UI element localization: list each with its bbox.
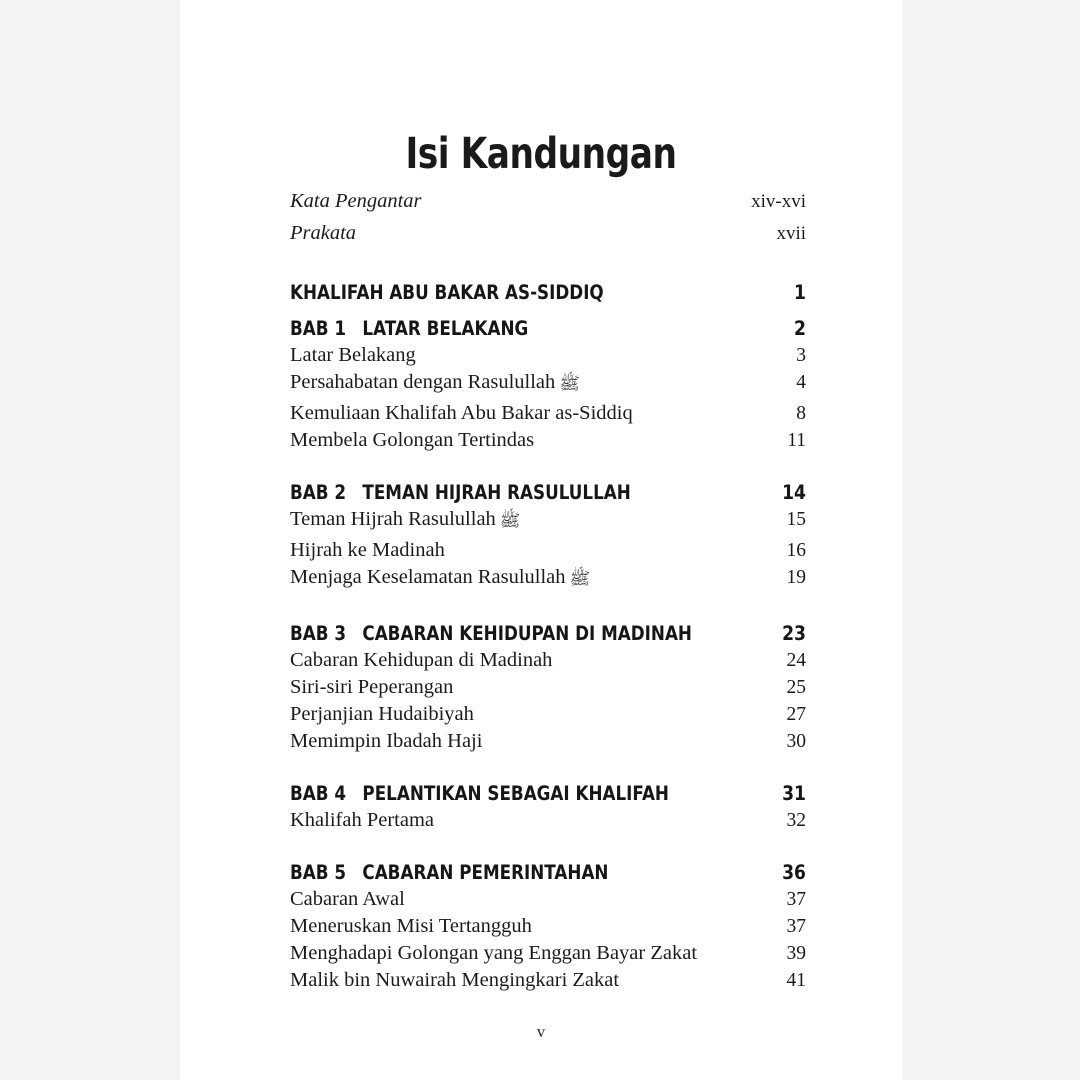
toc-entry-text: Malik bin Nuwairah Mengingkari Zakat — [290, 969, 620, 991]
toc-entry-page: 27 — [786, 704, 806, 725]
toc-entry-label — [290, 915, 532, 938]
toc-entry-label — [290, 539, 445, 562]
toc-entry-page: 11 — [787, 430, 806, 451]
sallallahu-ornament-icon: ﷺ — [569, 569, 591, 588]
chapter-heading-row[interactable] — [290, 317, 806, 340]
part-title-page: 1 — [794, 281, 806, 304]
toc-entry-row[interactable] — [290, 649, 806, 672]
chapter-group — [290, 481, 806, 593]
chapter-title: PELANTIKAN SEBAGAI KHALIFAH — [362, 782, 669, 805]
chapter-group — [290, 622, 806, 753]
toc-entry-row[interactable] — [290, 371, 806, 398]
frontmatter-page: xiv-xvi — [751, 191, 806, 212]
chapter-number: BAB 1 — [290, 317, 347, 340]
toc-entry-label — [290, 809, 434, 832]
chapter-number: BAB 2 — [290, 481, 347, 504]
chapter-heading-label — [290, 782, 669, 805]
toc-entry-page: 16 — [786, 540, 806, 561]
chapter-page: 14 — [782, 481, 806, 504]
toc-entry-label — [290, 730, 482, 753]
toc-entry-text: Persahabatan dengan Rasulullah — [290, 371, 556, 393]
frontmatter-label: Prakata — [290, 222, 357, 244]
chapter-group — [290, 861, 806, 992]
toc-entry-text: Meneruskan Misi Tertangguh — [290, 915, 532, 937]
toc-entry-label — [290, 676, 453, 699]
toc-entry-page: 39 — [786, 943, 806, 964]
toc-entry-label — [290, 969, 619, 992]
chapter-heading-label — [290, 861, 608, 884]
chapter-number: BAB 4 — [290, 782, 347, 805]
toc-entry-page: 8 — [796, 403, 806, 424]
toc-entry-page: 3 — [796, 345, 806, 366]
toc-entry-page: 37 — [786, 889, 806, 910]
toc-entry-text: Hijrah ke Madinah — [290, 539, 445, 561]
sallallahu-ornament-icon: ﷺ — [559, 374, 580, 393]
frontmatter-row[interactable] — [290, 222, 806, 245]
toc-entry-label — [290, 371, 580, 398]
chapter-title: CABARAN PEMERINTAHAN — [362, 861, 609, 884]
folio-page-number: v — [536, 1022, 546, 1041]
toc-entry-label — [290, 429, 534, 452]
toc-entry-row[interactable] — [290, 915, 806, 938]
toc-entry-row[interactable] — [290, 539, 806, 562]
chapter-title: LATAR BELAKANG — [362, 317, 529, 340]
toc-entry-row[interactable] — [290, 429, 806, 452]
chapter-heading-row[interactable] — [290, 622, 806, 645]
chapter-number: BAB 5 — [290, 861, 347, 884]
toc-entry-label — [290, 888, 405, 911]
toc-entry-row[interactable] — [290, 969, 806, 992]
toc-entry-text: Kemuliaan Khalifah Abu Bakar as-Siddiq — [290, 402, 633, 424]
toc-entry-row[interactable] — [290, 508, 806, 535]
toc-entry-page: 24 — [786, 650, 806, 671]
part-title-label: KHALIFAH ABU BAKAR AS-SIDDIQ — [290, 281, 604, 304]
chapter-page: 36 — [782, 861, 806, 884]
frontmatter-row[interactable] — [290, 190, 806, 213]
chapter-list — [290, 317, 806, 992]
toc-entry-text: Latar Belakang — [290, 344, 416, 366]
toc-entry-page: 19 — [786, 567, 806, 588]
toc-entry-row[interactable] — [290, 566, 806, 593]
toc-entry-text: Cabaran Awal — [290, 888, 405, 910]
sallallahu-ornament-icon: ﷺ — [499, 511, 521, 530]
toc-entry-text: Menjaga Keselamatan Rasulullah — [290, 566, 566, 588]
toc-entry-row[interactable] — [290, 942, 806, 965]
table-of-contents — [290, 190, 806, 992]
chapter-title: CABARAN KEHIDUPAN DI MADINAH — [362, 622, 692, 645]
chapter-heading-label — [290, 317, 528, 340]
chapter-heading-row[interactable] — [290, 481, 806, 504]
toc-entry-row[interactable] — [290, 888, 806, 911]
page-title: Isi Kandungan — [405, 128, 677, 179]
toc-entry-label — [290, 344, 416, 367]
chapter-heading-label — [290, 622, 692, 645]
toc-entry-page: 25 — [786, 677, 806, 698]
toc-entry-page: 15 — [786, 509, 806, 530]
toc-entry-row[interactable] — [290, 730, 806, 753]
toc-entry-text: Perjanjian Hudaibiyah — [290, 703, 474, 725]
chapter-group — [290, 782, 806, 832]
toc-entry-page: 30 — [786, 731, 806, 752]
toc-entry-page: 32 — [786, 810, 806, 831]
toc-entry-page: 4 — [796, 372, 806, 393]
frontmatter-label: Kata Pengantar — [290, 190, 422, 212]
chapter-page: 2 — [794, 317, 806, 340]
toc-entry-text: Siri-siri Peperangan — [290, 676, 454, 698]
toc-entry-text: Cabaran Kehidupan di Madinah — [290, 649, 553, 671]
chapter-group — [290, 317, 806, 452]
toc-entry-label — [290, 402, 633, 425]
part-title-row[interactable] — [290, 281, 806, 304]
toc-entry-text: Khalifah Pertama — [290, 809, 435, 831]
toc-entry-text: Memimpin Ibadah Haji — [290, 730, 483, 752]
chapter-heading-row[interactable] — [290, 861, 806, 884]
chapter-page: 31 — [782, 782, 806, 805]
toc-entry-row[interactable] — [290, 809, 806, 832]
toc-entry-label — [290, 508, 520, 535]
toc-entry-page: 37 — [786, 916, 806, 937]
toc-entry-row[interactable] — [290, 676, 806, 699]
toc-entry-page: 41 — [786, 970, 806, 991]
toc-entry-text: Teman Hijrah Rasulullah — [290, 508, 496, 530]
toc-entry-label — [290, 942, 697, 965]
toc-entry-label — [290, 649, 552, 672]
frontmatter-page: xvii — [776, 223, 806, 244]
document-page — [180, 0, 902, 1080]
chapter-heading-label — [290, 481, 631, 504]
chapter-heading-row[interactable] — [290, 782, 806, 805]
toc-entry-text: Menghadapi Golongan yang Enggan Bayar Zakat — [290, 942, 698, 964]
toc-entry-text: Membela Golongan Tertindas — [290, 429, 535, 451]
toc-entry-row[interactable] — [290, 344, 806, 367]
frontmatter-list — [290, 190, 806, 245]
toc-entry-row[interactable] — [290, 703, 806, 726]
chapter-page: 23 — [782, 622, 806, 645]
toc-entry-label — [290, 703, 474, 726]
chapter-title: TEMAN HIJRAH RASULULLAH — [362, 481, 631, 504]
chapter-number: BAB 3 — [290, 622, 347, 645]
toc-entry-label — [290, 566, 590, 593]
toc-entry-row[interactable] — [290, 402, 806, 425]
